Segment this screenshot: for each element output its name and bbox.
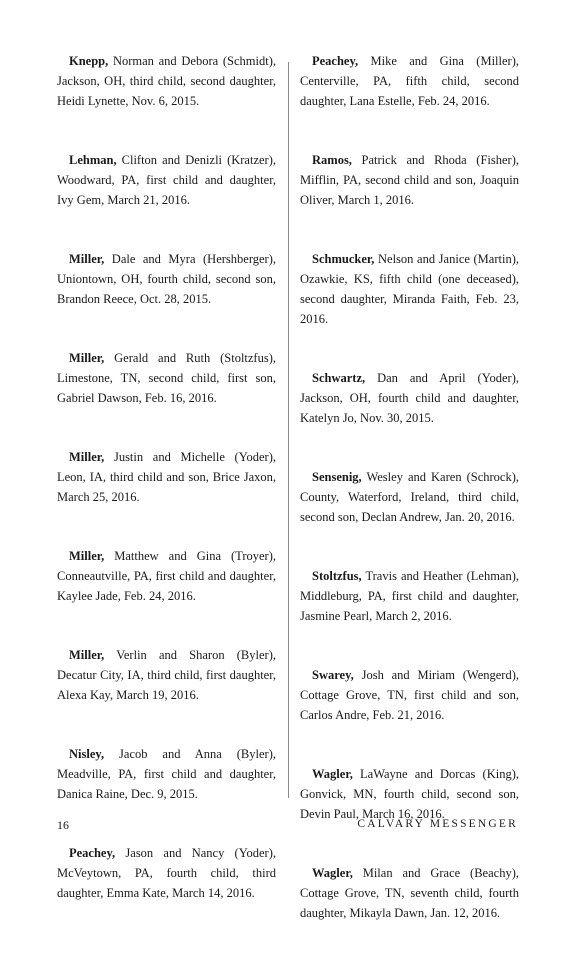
announcement-text: Nelson and Janice (Martin), Ozawkie, KS, fifth child (one deceased), second daughter, Miranda Faith, Feb. 23, 2016.	[300, 252, 519, 326]
birth-announcement	[57, 645, 276, 705]
announcement-text: Wesley and Karen (Schrock), County, Waterford, Ireland, third child, second son, Declan Andrew, Jan. 20, 2016.	[300, 470, 519, 524]
family-name: Schwartz,	[312, 371, 366, 385]
announcement-text: Patrick and Rhoda (Fisher), Mifflin, PA, second child and son, Joaquin Oliver, March 1, 2016.	[300, 153, 519, 207]
birth-announcement	[57, 546, 276, 606]
birth-announcement	[57, 744, 276, 804]
announcement-text: Milan and Grace (Beachy), Cottage Grove, TN, seventh child, fourth daughter, Mikayla Dawn, Jan. 12, 2016.	[300, 866, 519, 920]
birth-announcement	[300, 51, 519, 111]
announcement-text: Norman and Debora (Schmidt), Jackson, OH, third child, second daughter, Heidi Lynette, Nov. 6, 2015.	[57, 54, 276, 108]
family-name: Nisley,	[69, 747, 105, 761]
announcement-text: Travis and Heather (Lehman), Middleburg, PA, first child and daughter, Jasmine Pearl, March 2, 2016.	[300, 569, 519, 623]
birth-announcement	[300, 368, 519, 428]
family-name: Miller,	[69, 252, 105, 266]
publication-title: CALVARY MESSENGER	[357, 818, 518, 830]
family-name: Miller,	[69, 648, 105, 662]
announcement-text: Justin and Michelle (Yoder), Leon, IA, third child and son, Brice Jaxon, March 25, 2016.	[57, 450, 276, 504]
family-name: Swarey,	[312, 668, 354, 682]
announcement-text: Matthew and Gina (Troyer), Conneautville, PA, first child and daughter, Kaylee Jade, Feb. 24, 2016.	[57, 549, 276, 603]
birth-announcement	[57, 51, 276, 111]
birth-announcement	[57, 447, 276, 507]
column-divider	[288, 62, 289, 798]
announcement-text: Dan and April (Yoder), Jackson, OH, fourth child and daughter, Katelyn Jo, Nov. 30, 2015.	[300, 371, 519, 425]
family-name: Knepp,	[69, 54, 109, 68]
family-name: Peachey,	[312, 54, 359, 68]
announcement-text: Gerald and Ruth (Stoltzfus), Limestone, TN, second child, first son, Gabriel Dawson, Feb. 16, 2016.	[57, 351, 276, 405]
family-name: Wagler,	[312, 866, 353, 880]
family-name: Ramos,	[312, 153, 352, 167]
birth-announcement	[57, 150, 276, 210]
family-name: Sensenig,	[312, 470, 362, 484]
announcement-text: Josh and Miriam (Wengerd), Cottage Grove, TN, first child and son, Carlos Andre, Feb. 21, 2016.	[300, 668, 519, 722]
birth-announcement	[57, 348, 276, 408]
family-name: Lehman,	[69, 153, 117, 167]
family-name: Peachey,	[69, 846, 116, 860]
birth-announcement	[300, 467, 519, 527]
page-number: 16	[57, 818, 69, 832]
family-name: Miller,	[69, 450, 105, 464]
family-name: Schmucker,	[312, 252, 375, 266]
birth-announcement	[300, 665, 519, 725]
announcement-text: Jacob and Anna (Byler), Meadville, PA, first child and daughter, Danica Raine, Dec. 9, 2015.	[57, 747, 276, 801]
announcement-text: Jason and Nancy (Yoder), McVeytown, PA, fourth child, third daughter, Emma Kate, March 14, 2016.	[57, 846, 276, 900]
birth-announcement	[300, 150, 519, 210]
family-name: Wagler,	[312, 767, 353, 781]
birth-announcement	[300, 249, 519, 329]
announcement-text: Dale and Myra (Hershberger), Uniontown, OH, fourth child, second son, Brandon Reece, Oct. 28, 2015.	[57, 252, 276, 306]
announcement-text: Clifton and Denizli (Kratzer), Woodward, PA, first child and daughter, Ivy Gem, March 21, 2016.	[57, 153, 276, 207]
family-name: Miller,	[69, 351, 105, 365]
birth-announcement	[300, 566, 519, 626]
announcement-text: Mike and Gina (Miller), Centerville, PA, fifth child, second daughter, Lana Estelle, Feb. 24, 2016.	[300, 54, 519, 108]
birth-announcement	[57, 843, 276, 903]
family-name: Miller,	[69, 549, 105, 563]
left-column	[57, 51, 276, 942]
family-name: Stoltzfus,	[312, 569, 362, 583]
announcement-text: Verlin and Sharon (Byler), Decatur City, IA, third child, first daughter, Alexa Kay, March 19, 2016.	[57, 648, 276, 702]
birth-announcement	[300, 764, 519, 824]
announcement-text: LaWayne and Dorcas (King), Gonvick, MN, fourth child, second son, Devin Paul, March 16, 2016.	[300, 767, 519, 821]
birth-announcement	[57, 249, 276, 309]
birth-announcement	[300, 863, 519, 923]
